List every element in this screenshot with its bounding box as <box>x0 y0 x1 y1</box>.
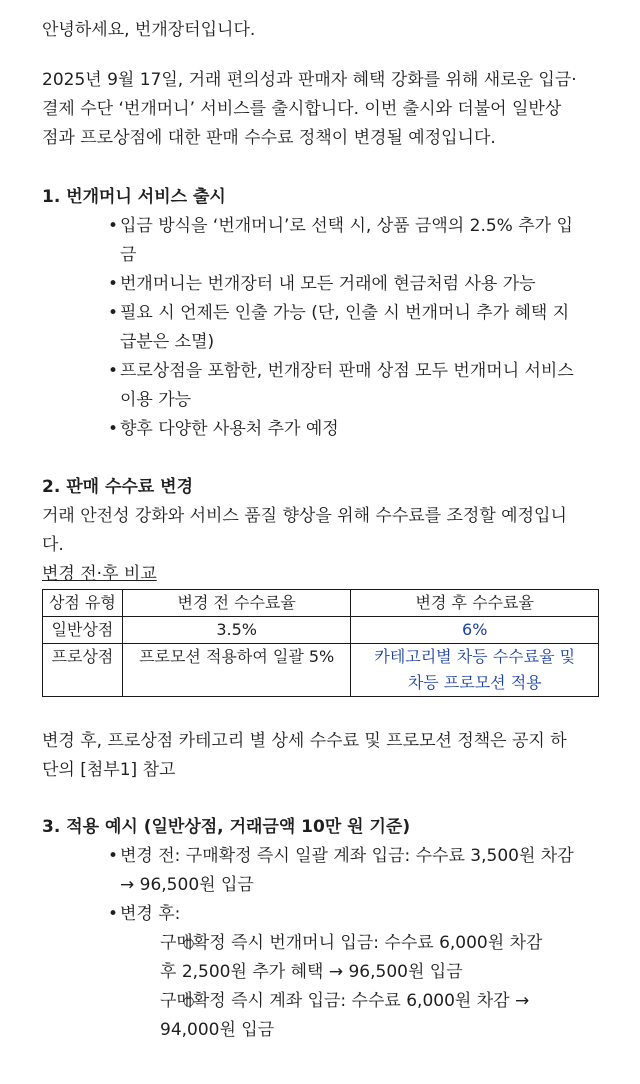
list-item-line: 금 <box>120 245 137 265</box>
section1-title: 1. 번개머니 서비스 출시 <box>42 187 226 207</box>
sub-list-item <box>0 929 614 987</box>
section-money-launch <box>42 183 614 444</box>
table-cell: 프로상점 <box>43 644 123 697</box>
section2-desc-line: 다. <box>42 535 64 555</box>
list-item-line: • 향후 다양한 사용처 추가 예정 <box>120 419 339 439</box>
table-cell <box>351 617 599 644</box>
section3-sublist <box>42 929 614 1045</box>
sub-list-item <box>0 987 614 1045</box>
fee-note <box>42 727 614 785</box>
list-item <box>0 299 614 357</box>
list-item-line: • 필요 시 언제든 인출 가능 (단, 인출 시 번개머니 추가 혜택 지 <box>120 303 570 323</box>
list-item-line: • 프로상점을 포함한, 번개장터 판매 상점 모두 번개머니 서비스 <box>120 361 574 381</box>
fee-note-line: 단의 [첨부1] 참고 <box>42 760 176 780</box>
list-item <box>0 357 614 415</box>
sub-list-item-line: ○ 구매확정 즉시 번개머니 입금: 수수료 6,000원 차감 <box>160 933 543 953</box>
list-item-line: • 변경 후: <box>120 904 181 924</box>
list-item-line: → 96,500원 입금 <box>120 875 254 895</box>
compare-label: 변경 전·후 비교 <box>42 564 157 584</box>
table-header-cell: 변경 후 수수료율 <box>351 590 599 617</box>
section3-list <box>42 842 614 929</box>
table-header-cell: 변경 전 수수료율 <box>122 590 351 617</box>
intro-paragraph <box>42 66 614 153</box>
section-example <box>42 813 614 1045</box>
table-cell-line: 6% <box>462 620 488 639</box>
table-cell: 3.5% <box>122 617 351 644</box>
list-item <box>0 270 614 299</box>
list-item <box>0 212 614 270</box>
table-cell: 일반상점 <box>43 617 123 644</box>
list-item <box>0 900 614 929</box>
table-cell <box>351 644 599 697</box>
list-item-line: • 입금 방식을 ‘번개머니’로 선택 시, 상품 금액의 2.5% 추가 입 <box>120 216 573 236</box>
section3-title: 3. 적용 예시 (일반상점, 거래금액 10만 원 기준) <box>42 817 411 837</box>
table-header-cell: 상점 유형 <box>43 590 123 617</box>
intro-line: 점과 프로상점에 대한 판매 수수료 정책이 변경될 예정입니다. <box>42 128 496 148</box>
table-cell: 프로모션 적용하여 일괄 5% <box>122 644 351 697</box>
table-row <box>43 644 599 697</box>
section-fee-change <box>42 473 614 785</box>
section1-list <box>42 212 614 444</box>
sub-list-item-line: ○ 구매확정 즉시 계좌 입금: 수수료 6,000원 차감 → <box>160 991 530 1011</box>
table-cell-line: 차등 프로모션 적용 <box>407 673 542 692</box>
list-item-line: • 변경 전: 구매확정 즉시 일괄 계좌 입금: 수수료 3,500원 차감 <box>120 846 574 866</box>
table-row <box>43 617 599 644</box>
section2-title: 2. 판매 수수료 변경 <box>42 477 193 497</box>
fee-note-line: 변경 후, 프로상점 카테고리 별 상세 수수료 및 프로모션 정책은 공지 하 <box>42 731 567 751</box>
list-item-line: 이용 가능 <box>120 390 192 410</box>
table-cell-line: 카테고리별 차등 수수료율 및 <box>374 647 576 666</box>
greeting-text: 안녕하세요, 번개장터입니다. <box>42 20 256 40</box>
intro-line: 결제 수단 ‘번개머니’ 서비스를 출시합니다. 이번 출시와 더불어 일반상 <box>42 99 562 119</box>
fee-compare-table <box>42 589 599 697</box>
list-item-line: • 번개머니는 번개장터 내 모든 거래에 현금처럼 사용 가능 <box>120 274 536 294</box>
list-item-line: 급분은 소멸) <box>120 332 215 352</box>
intro-line: 2025년 9월 17일, 거래 편의성과 판매자 혜택 강화를 위해 새로운 입금· <box>42 70 577 90</box>
list-item <box>0 842 614 900</box>
sub-list-item-line: 94,000원 입금 <box>160 1020 275 1040</box>
section2-desc-line: 거래 안전성 강화와 서비스 품질 향상을 위해 수수료를 조정할 예정입니 <box>42 506 567 526</box>
table-header-row <box>43 590 599 617</box>
list-item <box>0 415 614 444</box>
sub-list-item-line: 후 2,500원 추가 혜택 → 96,500원 입금 <box>160 962 463 982</box>
